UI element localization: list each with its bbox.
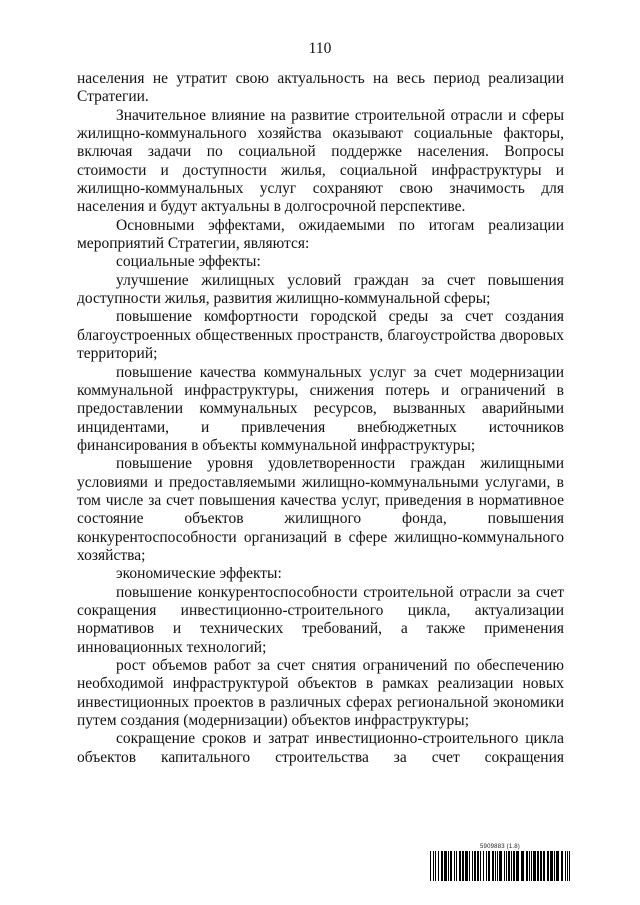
barcode-bar: [450, 851, 452, 881]
barcode-bar: [465, 851, 468, 881]
barcode-bar: [480, 851, 481, 881]
paragraph: повышение качества коммунальных услуг за счет модернизации коммунальной инфраструктуры, снижения потерь и ограничений в предоставлении коммунальных ресурсов, вызванных аварийными инцидентами, и привлечения внебюджетных источников финансирования в объекты коммунальной инфраструктуры;: [77, 363, 564, 454]
paragraph: повышение комфортности городской среды за счет создания благоустроенных общественных пространств, благоустройства дворовых территорий;: [77, 308, 564, 363]
barcode-bar: [454, 851, 455, 881]
barcode-bar: [456, 851, 457, 881]
barcode-bar: [537, 851, 539, 881]
barcode-bar: [483, 851, 484, 881]
barcode-bar: [504, 851, 505, 881]
barcode-bar: [472, 851, 473, 881]
barcode-bar: [511, 851, 512, 881]
barcode-bar: [543, 851, 545, 881]
barcode-bar: [433, 851, 434, 881]
barcode-bar: [547, 851, 549, 881]
barcode-bar: [554, 851, 555, 881]
barcode-bar: [508, 851, 510, 881]
paragraph: населения не утратит свою актуальность на весь период реализации Стратегии.: [77, 70, 564, 106]
paragraph: Основными эффектами, ожидаемыми по итогам реализации мероприятий Стратегии, являются:: [77, 216, 564, 253]
barcode-bar: [441, 851, 443, 881]
paragraph: улучшение жилищных условий граждан за счет повышения доступности жилья, развития жилищно-коммунальной сферы;: [77, 271, 564, 308]
barcode-bar: [526, 851, 528, 881]
barcode-bar: [569, 851, 570, 881]
barcode-bar: [462, 851, 464, 881]
barcode-bar: [550, 851, 553, 881]
barcode-bar: [533, 851, 536, 881]
barcode-bar: [521, 851, 524, 881]
barcode-bar: [438, 851, 439, 881]
barcode-bar: [477, 851, 479, 881]
document-stamp: [430, 844, 570, 881]
barcode-bar: [492, 851, 494, 881]
barcode-bar: [499, 851, 502, 881]
barcode-bar: [459, 851, 461, 881]
body-text: [77, 70, 564, 767]
barcode-bar: [444, 851, 447, 881]
paragraph: рост объемов работ за счет снятия ограничений по обеспечению необходимой инфраструктурой объектов в рамках реализации новых инвестиционных проектов в различных сферах региональной экономики путем создания (модернизации) объектов инфраструктуры;: [77, 657, 564, 730]
barcode-bar: [561, 851, 563, 881]
barcode-bar: [435, 851, 436, 881]
barcode-bar: [486, 851, 487, 881]
barcode-image: [430, 851, 570, 881]
paragraph: сокращение сроков и затрат инвестиционно-строительного цикла объектов капитального строительства за счет сокращения: [77, 730, 564, 766]
barcode-bar: [448, 851, 449, 881]
paragraph: повышение конкурентоспособности строительной отрасли за счет сокращения инвестиционно-строительного цикла, актуализации нормативов и технических требований, а также применения инновационных технологий;: [77, 583, 564, 656]
barcode-bar: [430, 851, 431, 881]
stamp-code: 5909883 (1.8): [480, 844, 520, 850]
barcode-bar: [497, 851, 498, 881]
barcode-bar: [540, 851, 542, 881]
page-number: 110: [308, 40, 332, 57]
barcode-bar: [556, 851, 559, 881]
paragraph: Значительное влияние на развитие строительной отрасли и сферы жилищно-коммунального хозяйства оказывают социальные факторы, включая задачи по социальной поддержке населения. Вопросы стоимости и доступности жилья, социальной инфраструктуры и жилищно-коммунальных услуг сохраняют свою значимость для населения и будут актуальны в долгосрочной перспективе.: [77, 106, 564, 216]
barcode-bar: [531, 851, 532, 881]
barcode-bar: [567, 851, 568, 881]
paragraph: социальные эффекты:: [116, 253, 261, 271]
barcode-bar: [488, 851, 490, 881]
paragraph: повышение уровня удовлетворенности граждан жилищными условиями и предоставляемыми жилищно-коммунальными услугами, в том числе за счет повышения качества услуг, приведения в нормативное состояние объектов жилищного фонда, повышения конкурентоспособности организаций в сфере жилищно-коммунального хозяйства;: [77, 455, 564, 564]
paragraph: экономические эффекты:: [116, 565, 282, 583]
barcode-bar: [529, 851, 530, 881]
barcode-bar: [495, 851, 496, 881]
barcode-bar: [565, 851, 566, 881]
barcode-bar: [513, 851, 515, 881]
barcode-bar: [469, 851, 470, 881]
barcode-bar: [516, 851, 519, 881]
barcode-bar: [474, 851, 476, 881]
barcode-bar: [506, 851, 507, 881]
